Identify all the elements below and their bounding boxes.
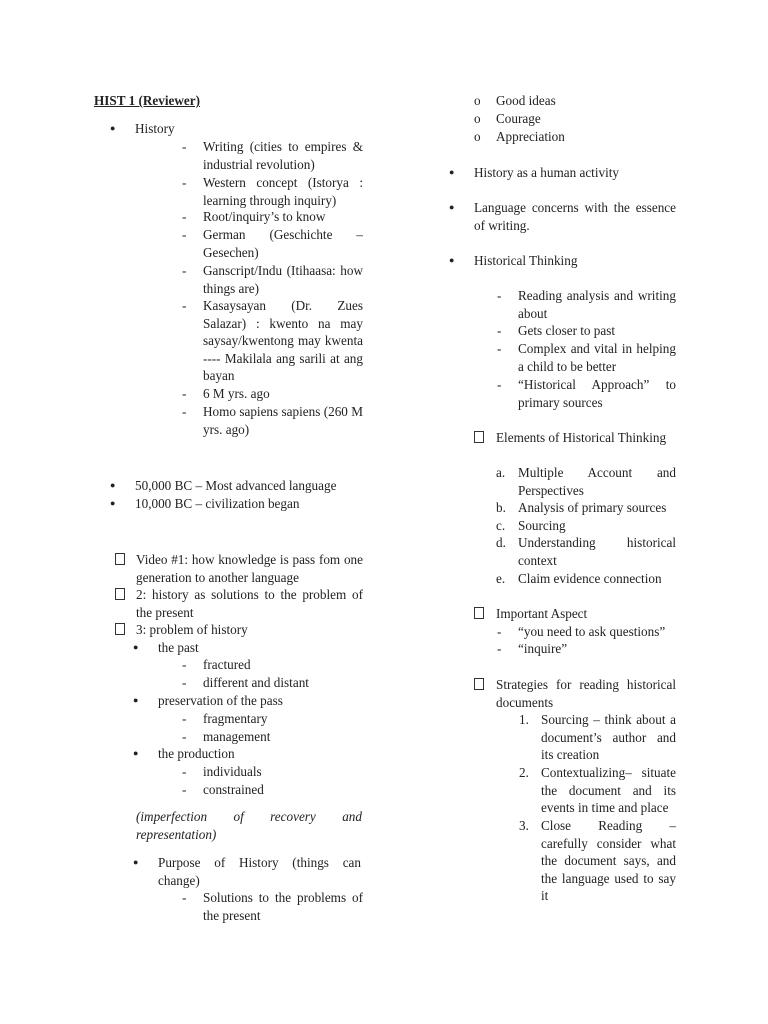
list-item: Sourcing — [518, 518, 566, 533]
important-title: Important Aspect — [496, 606, 588, 621]
list-item: fractured — [203, 657, 251, 672]
list-item: German (Geschichte – Gesechen) — [203, 227, 363, 260]
list-item: Multiple Account and Perspectives — [518, 465, 676, 498]
list-item: 6 M yrs. ago — [203, 386, 270, 401]
video-1: Video #1: how knowledge is pass fom one generation to another language — [136, 552, 363, 585]
bullet-preservation: ● preservation of the pass — [158, 692, 283, 710]
list-item: Complex and vital in helping a child to be better — [518, 341, 676, 374]
bullet-the-past: ● the past — [158, 639, 199, 657]
list-item: Ganscript/Indu (Itihaasa: how things are) — [203, 263, 363, 296]
bullet-production: ● the production — [158, 745, 235, 763]
strategies-title: Strategies for reading historical documents — [496, 677, 676, 710]
list-item: Contextualizing– situate the document and its events in time and place — [541, 765, 676, 815]
list-marker: d. — [496, 535, 506, 550]
list-item: Kasaysayan (Dr. Zues Salazar) : kwento na may saysay/kwentong may kwenta ---- Makilala ang sarili at ang bayan — [203, 298, 363, 383]
list-item: constrained — [203, 782, 264, 797]
list-item: Analysis of primary sources — [518, 500, 667, 515]
page-title: HIST 1 (Reviewer) — [94, 93, 200, 108]
bullet-purpose: ● Purpose of History (things can change) — [158, 854, 361, 889]
list-item: “Historical Approach” to primary sources — [518, 377, 676, 410]
list-item: individuals — [203, 764, 262, 779]
list-item: Gets closer to past — [518, 323, 616, 338]
list-item: Courage — [496, 111, 541, 126]
bullet-historical-thinking: ● Historical Thinking — [474, 252, 577, 270]
list-item: Close Reading – carefully consider what the document says, and the language used to say it — [541, 818, 676, 903]
list-item: Writing (cities to empires & industrial revolution) — [203, 139, 363, 172]
bullet-history: ● History — [135, 120, 175, 138]
list-item: Homo sapiens sapiens (260 M yrs. ago) — [203, 404, 363, 437]
list-item: “you need to ask questions” — [518, 624, 666, 639]
list-marker: b. — [496, 500, 506, 515]
bullet-human-activity: ● History as a human activity — [474, 164, 619, 182]
list-item: Sourcing – think about a document’s author and its creation — [541, 712, 676, 762]
list-item: Root/inquiry’s to know — [203, 209, 326, 224]
list-item: management — [203, 729, 271, 744]
video-2: 2: history as solutions to the problem of the present — [136, 587, 363, 620]
list-item: Reading analysis and writing about — [518, 288, 676, 321]
list-marker: 1. — [519, 712, 529, 727]
list-marker: a. — [496, 465, 506, 480]
list-marker: 2. — [519, 765, 529, 780]
video-3: 3: problem of history — [136, 622, 248, 637]
list-item: Solutions to the problems of the present — [203, 890, 363, 923]
list-item: Western concept (Istorya : learning through inquiry) — [203, 175, 363, 208]
checkbox-icon — [474, 431, 484, 443]
list-item: different and distant — [203, 675, 309, 690]
list-item: fragmentary — [203, 711, 268, 726]
list-item: Claim evidence connection — [518, 571, 662, 586]
bullet-10000bc: ● 10,000 BC – civilization began — [135, 495, 299, 513]
bullet-language: ● Language concerns with the essence of writing. — [474, 199, 676, 234]
list-marker: e. — [496, 571, 506, 586]
checkbox-icon — [115, 623, 125, 635]
list-marker: 3. — [519, 818, 529, 833]
checkbox-icon — [115, 553, 125, 565]
bullet-50000bc: ● 50,000 BC – Most advanced language — [135, 477, 336, 495]
checkbox-icon — [474, 678, 484, 690]
list-item: Good ideas — [496, 93, 556, 108]
list-item: Appreciation — [496, 129, 565, 144]
list-item: “inquire” — [518, 641, 568, 656]
list-marker: c. — [496, 518, 506, 533]
list-item: Understanding historical context — [518, 535, 676, 568]
checkbox-icon — [115, 588, 125, 600]
elements-title: Elements of Historical Thinking — [496, 430, 667, 445]
imperfection-note: (imperfection of recovery and representation) — [136, 809, 362, 842]
checkbox-icon — [474, 607, 484, 619]
